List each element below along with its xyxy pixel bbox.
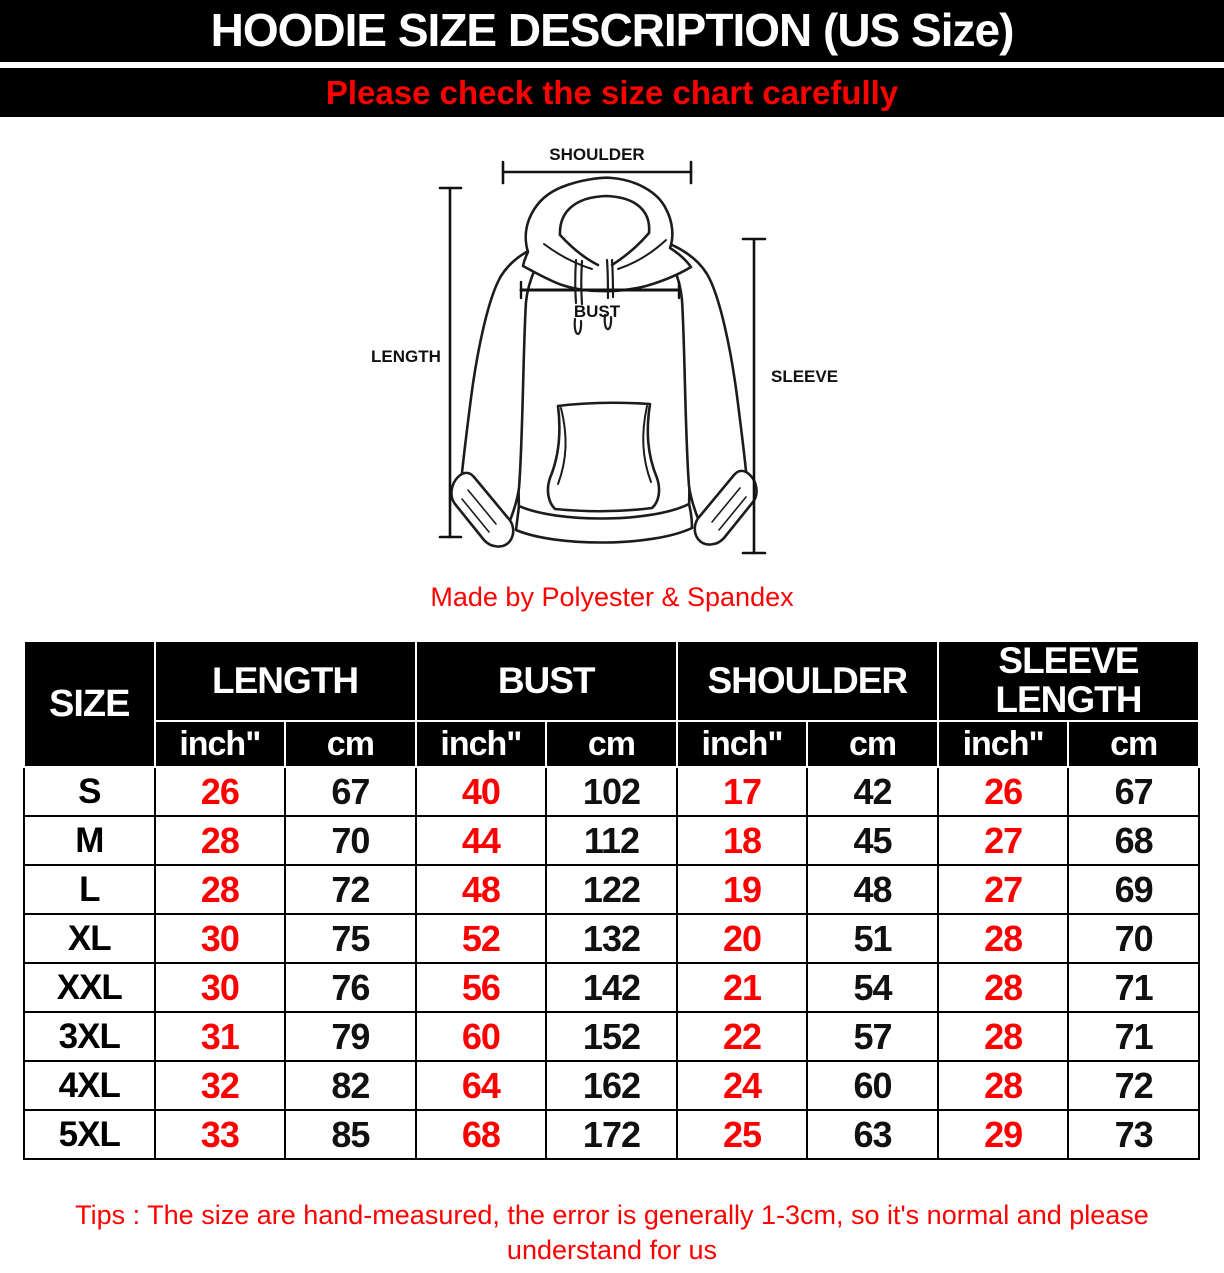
size-table-head — [24, 641, 1199, 767]
value-cell: 54 — [807, 963, 938, 1012]
hoodie-outline — [451, 178, 756, 547]
unit-header-row — [24, 721, 1199, 767]
value-cell: 32 — [155, 1061, 286, 1110]
value-cell: 72 — [285, 865, 416, 914]
value-cell: 60 — [807, 1061, 938, 1110]
value-cell: 79 — [285, 1012, 416, 1061]
tips-line-1: Tips : The size are hand-measured, the error is generally 1-3cm, so it's normal and please — [75, 1200, 1149, 1230]
value-cell: 63 — [807, 1110, 938, 1159]
value-cell: 76 — [285, 963, 416, 1012]
size-cell: L — [24, 865, 155, 914]
value-cell: 18 — [677, 816, 808, 865]
sleeve-label: SLEEVE — [771, 367, 839, 386]
value-cell: 67 — [285, 767, 416, 816]
value-cell: 71 — [1068, 1012, 1199, 1061]
size-cell: 5XL — [24, 1110, 155, 1159]
title-bar — [0, 0, 1224, 62]
table-row — [24, 816, 1199, 865]
group-header-shoulder: SHOULDER — [677, 641, 938, 721]
value-cell: 42 — [807, 767, 938, 816]
unit-header-inch: inch" — [155, 721, 286, 767]
value-cell: 57 — [807, 1012, 938, 1061]
value-cell: 17 — [677, 767, 808, 816]
size-cell: 3XL — [24, 1012, 155, 1061]
value-cell: 28 — [938, 1061, 1069, 1110]
value-cell: 162 — [546, 1061, 677, 1110]
value-cell: 69 — [1068, 865, 1199, 914]
value-cell: 56 — [416, 963, 547, 1012]
value-cell: 70 — [285, 816, 416, 865]
group-header-length: LENGTH — [155, 641, 416, 721]
unit-header-inch: inch" — [416, 721, 547, 767]
group-header-row — [24, 641, 1199, 721]
value-cell: 22 — [677, 1012, 808, 1061]
value-cell: 29 — [938, 1110, 1069, 1159]
value-cell: 20 — [677, 914, 808, 963]
unit-header-cm: cm — [807, 721, 938, 767]
value-cell: 102 — [546, 767, 677, 816]
value-cell: 132 — [546, 914, 677, 963]
value-cell: 30 — [155, 963, 286, 1012]
value-cell: 68 — [416, 1110, 547, 1159]
value-cell: 45 — [807, 816, 938, 865]
value-cell: 28 — [155, 816, 286, 865]
value-cell: 27 — [938, 816, 1069, 865]
value-cell: 26 — [155, 767, 286, 816]
value-cell: 52 — [416, 914, 547, 963]
group-header-bust: BUST — [416, 641, 677, 721]
subtitle-text: Please check the size chart carefully — [325, 73, 899, 111]
value-cell: 82 — [285, 1061, 416, 1110]
subtitle-bar — [0, 68, 1224, 117]
value-cell: 40 — [416, 767, 547, 816]
value-cell: 67 — [1068, 767, 1199, 816]
size-cell: XXL — [24, 963, 155, 1012]
table-row — [24, 767, 1199, 816]
hoodie-diagram — [314, 140, 894, 592]
value-cell: 25 — [677, 1110, 808, 1159]
table-row — [24, 963, 1199, 1012]
size-cell: S — [24, 767, 155, 816]
value-cell: 31 — [155, 1012, 286, 1061]
value-cell: 28 — [938, 1012, 1069, 1061]
table-row — [24, 865, 1199, 914]
value-cell: 152 — [546, 1012, 677, 1061]
value-cell: 27 — [938, 865, 1069, 914]
value-cell: 172 — [546, 1110, 677, 1159]
value-cell: 48 — [416, 865, 547, 914]
size-table — [23, 640, 1200, 1160]
unit-header-inch: inch" — [677, 721, 808, 767]
value-cell: 122 — [546, 865, 677, 914]
unit-header-inch: inch" — [938, 721, 1069, 767]
tips-line-2: understand for us — [506, 1234, 718, 1265]
unit-header-cm: cm — [285, 721, 416, 767]
value-cell: 112 — [546, 816, 677, 865]
value-cell: 48 — [807, 865, 938, 914]
value-cell: 28 — [155, 865, 286, 914]
table-row — [24, 1110, 1199, 1159]
value-cell: 19 — [677, 865, 808, 914]
value-cell: 26 — [938, 767, 1069, 816]
unit-header-cm: cm — [1068, 721, 1199, 767]
bust-label: BUST — [573, 302, 621, 321]
value-cell: 142 — [546, 963, 677, 1012]
group-header-sleeve-length: SLEEVE LENGTH — [938, 641, 1199, 721]
size-table-body — [24, 767, 1199, 1159]
value-cell: 24 — [677, 1061, 808, 1110]
value-cell: 68 — [1068, 816, 1199, 865]
tips-text — [0, 1198, 1224, 1267]
value-cell: 75 — [285, 914, 416, 963]
size-cell: XL — [24, 914, 155, 963]
page-title: HOODIE SIZE DESCRIPTION (US Size) — [210, 4, 1014, 56]
size-cell: 4XL — [24, 1061, 155, 1110]
value-cell: 21 — [677, 963, 808, 1012]
value-cell: 33 — [155, 1110, 286, 1159]
value-cell: 51 — [807, 914, 938, 963]
table-row — [24, 1012, 1199, 1061]
value-cell: 28 — [938, 914, 1069, 963]
value-cell: 60 — [416, 1012, 547, 1061]
value-cell: 28 — [938, 963, 1069, 1012]
value-cell: 73 — [1068, 1110, 1199, 1159]
size-header-cell: SIZE — [24, 641, 155, 767]
length-label: LENGTH — [371, 347, 441, 366]
table-row — [24, 1061, 1199, 1110]
value-cell: 85 — [285, 1110, 416, 1159]
material-note: Made by Polyester & Spandex — [430, 582, 794, 612]
table-row — [24, 914, 1199, 963]
value-cell: 72 — [1068, 1061, 1199, 1110]
value-cell: 70 — [1068, 914, 1199, 963]
value-cell: 30 — [155, 914, 286, 963]
value-cell: 44 — [416, 816, 547, 865]
unit-header-cm: cm — [546, 721, 677, 767]
shoulder-label: SHOULDER — [549, 145, 645, 164]
value-cell: 71 — [1068, 963, 1199, 1012]
size-cell: M — [24, 816, 155, 865]
value-cell: 64 — [416, 1061, 547, 1110]
